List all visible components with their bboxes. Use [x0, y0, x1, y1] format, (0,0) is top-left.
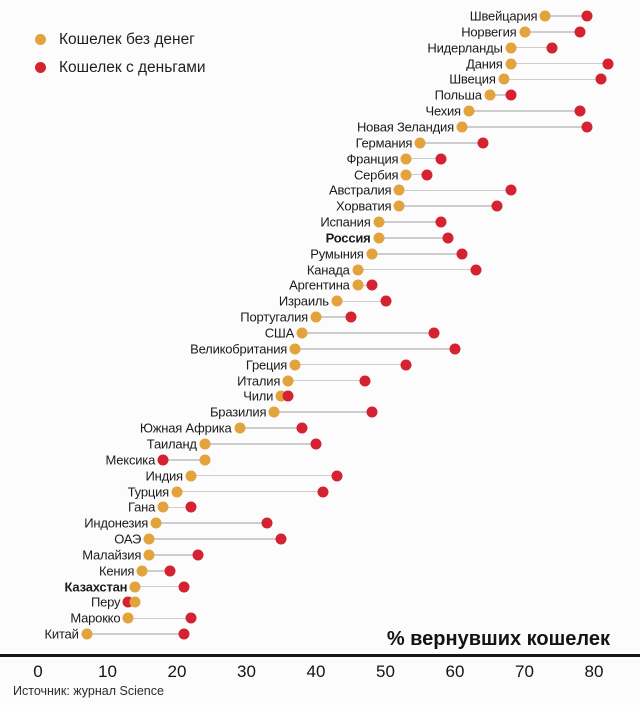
connector-line [240, 427, 303, 429]
money-dot [366, 407, 377, 418]
no-money-dot [290, 343, 301, 354]
connector-line [156, 522, 267, 524]
connector-line [128, 618, 191, 620]
no-money-dot [394, 201, 405, 212]
connector-line [177, 491, 323, 493]
country-label: Аргентина [289, 277, 350, 293]
money-dot-icon [35, 62, 46, 73]
money-dot [297, 423, 308, 434]
money-dot [422, 169, 433, 180]
money-dot [575, 26, 586, 37]
connector-line [469, 110, 580, 112]
money-dot [185, 502, 196, 513]
country-label: Турция [127, 484, 169, 499]
no-money-dot [352, 264, 363, 275]
country-label: Израиль [278, 293, 329, 309]
country-label: Румыния [310, 246, 364, 262]
no-money-dot [172, 486, 183, 497]
country-label: Португалия [240, 309, 308, 325]
country-label: Испания [320, 214, 371, 230]
no-money-dot [331, 296, 342, 307]
money-dot [158, 454, 169, 465]
country-label: Италия [237, 373, 281, 389]
x-axis-tick-label: 80 [584, 662, 604, 681]
money-dot [505, 185, 516, 196]
money-dot [185, 613, 196, 624]
connector-line [302, 332, 434, 334]
connector-line [295, 348, 455, 350]
money-dot [345, 312, 356, 323]
connector-line [504, 79, 601, 81]
money-dot [401, 359, 412, 370]
money-dot [595, 74, 606, 85]
no-money-dot [352, 280, 363, 291]
no-money-dot [81, 629, 92, 640]
connector-line [135, 586, 184, 588]
money-dot [311, 438, 322, 449]
connector-line [525, 31, 581, 33]
x-axis-tick-label: 0 [33, 662, 43, 681]
money-dot [380, 296, 391, 307]
x-axis-tick-label: 20 [167, 662, 187, 681]
no-money-dot [151, 518, 162, 529]
connector-line [87, 633, 184, 635]
connector-line [511, 63, 608, 65]
no-money-dot [484, 90, 495, 101]
country-label: Бразилия [209, 404, 267, 420]
connector-line [337, 301, 386, 303]
money-dot [317, 486, 328, 497]
connector-line [420, 142, 483, 144]
country-label: Индия [145, 468, 183, 484]
no-money-dot-icon [35, 34, 46, 45]
country-label: Чили [243, 388, 274, 404]
legend-label-no-money: Кошелек без денег [59, 30, 195, 48]
country-label: Швеция [449, 71, 496, 87]
money-dot [178, 581, 189, 592]
connector-line [379, 221, 442, 223]
money-dot [477, 137, 488, 148]
country-label: Дания [466, 56, 503, 72]
connector-line [288, 380, 364, 382]
x-axis-tick-label: 50 [376, 662, 395, 681]
no-money-dot [463, 106, 474, 117]
money-dot [192, 549, 203, 560]
no-money-dot [401, 153, 412, 164]
country-label: Польша [434, 87, 482, 103]
connector-line [358, 269, 476, 271]
no-money-dot [297, 328, 308, 339]
money-dot [470, 264, 481, 275]
no-money-dot [505, 58, 516, 69]
x-axis-tick-label: 30 [237, 662, 256, 681]
country-label: Кения [98, 563, 135, 579]
money-dot [582, 11, 593, 22]
source-note: Источник: журнал Science [13, 684, 164, 698]
no-money-dot [283, 375, 294, 386]
connector-line [149, 538, 281, 540]
country-label: Южная Африка [139, 420, 232, 436]
country-label: Малайзия [82, 547, 142, 563]
x-axis-title: % вернувших кошелек [386, 628, 610, 650]
x-axis-tick-label: 70 [515, 662, 534, 681]
money-dot [178, 629, 189, 640]
country-label: Греция [245, 357, 288, 373]
x-axis-line [0, 654, 640, 657]
no-money-dot [366, 248, 377, 259]
country-label: Китай [44, 626, 79, 642]
country-label: Россия [325, 230, 371, 246]
x-axis-tick-label: 40 [306, 662, 326, 681]
country-label: Норвегия [461, 24, 517, 40]
money-dot [436, 153, 447, 164]
no-money-dot [290, 359, 301, 370]
connector-line [399, 205, 496, 207]
country-label: Новая Зеландия [356, 119, 454, 135]
money-dot [491, 201, 502, 212]
no-money-dot [158, 502, 169, 513]
money-dot [602, 58, 613, 69]
money-dot [505, 90, 516, 101]
country-label: Нидерланды [427, 40, 503, 56]
money-dot [456, 248, 467, 259]
no-money-dot [505, 42, 516, 53]
country-label: Таиланд [146, 436, 197, 452]
money-dot [331, 470, 342, 481]
connector-line [462, 126, 587, 128]
connector-line [379, 237, 449, 239]
country-label: Хорватия [336, 198, 392, 214]
legend-item-no-money [35, 31, 195, 49]
money-dot [575, 106, 586, 117]
connector-line [399, 190, 510, 192]
country-label: Швейцария [469, 8, 538, 24]
no-money-dot [130, 597, 141, 608]
money-dot [443, 232, 454, 243]
no-money-dot [394, 185, 405, 196]
legend-label-money: Кошелек с деньгами [59, 58, 206, 76]
country-label: Марокко [70, 610, 121, 626]
money-dot [547, 42, 558, 53]
x-axis-tick-label: 10 [98, 662, 117, 681]
no-money-dot [415, 137, 426, 148]
country-label: Великобритания [190, 341, 288, 357]
country-label: Мексика [105, 452, 156, 468]
connector-line [149, 554, 198, 556]
country-label: Германия [355, 135, 413, 151]
no-money-dot [123, 613, 134, 624]
money-dot [283, 391, 294, 402]
country-label: Сербия [353, 167, 399, 182]
country-label: Канада [306, 262, 350, 278]
money-dot [165, 565, 176, 576]
connector-line [274, 411, 371, 413]
money-dot [450, 343, 461, 354]
money-dot [429, 328, 440, 339]
no-money-dot [311, 312, 322, 323]
no-money-dot [498, 74, 509, 85]
no-money-dot [137, 565, 148, 576]
country-label: Казахстан [64, 579, 128, 595]
no-money-dot [130, 581, 141, 592]
no-money-dot [269, 407, 280, 418]
country-label: Чехия [425, 103, 461, 119]
no-money-dot [540, 11, 551, 22]
no-money-dot [373, 217, 384, 228]
money-dot [262, 518, 273, 529]
no-money-dot [401, 169, 412, 180]
no-money-dot [234, 423, 245, 434]
money-dot [276, 534, 287, 545]
connector-line [205, 443, 316, 445]
country-label: Франция [346, 151, 399, 167]
country-label: Гана [127, 499, 156, 515]
money-dot [582, 121, 593, 132]
no-money-dot [199, 454, 210, 465]
no-money-dot [185, 470, 196, 481]
country-label: США [264, 325, 295, 341]
country-label: Индонезия [84, 515, 149, 531]
no-money-dot [144, 549, 155, 560]
money-dot [366, 280, 377, 291]
connector-line [191, 475, 337, 477]
country-label: Австралия [328, 182, 392, 198]
connector-line [295, 364, 406, 366]
money-dot [436, 217, 447, 228]
no-money-dot [144, 534, 155, 545]
no-money-dot [519, 26, 530, 37]
legend-item-money [35, 59, 206, 77]
country-label: Перу [91, 594, 121, 610]
no-money-dot [199, 438, 210, 449]
x-axis-tick-label: 60 [445, 662, 465, 681]
money-dot [359, 375, 370, 386]
country-label: ОАЭ [114, 531, 142, 547]
no-money-dot [456, 121, 467, 132]
connector-line [372, 253, 462, 255]
no-money-dot [373, 232, 384, 243]
